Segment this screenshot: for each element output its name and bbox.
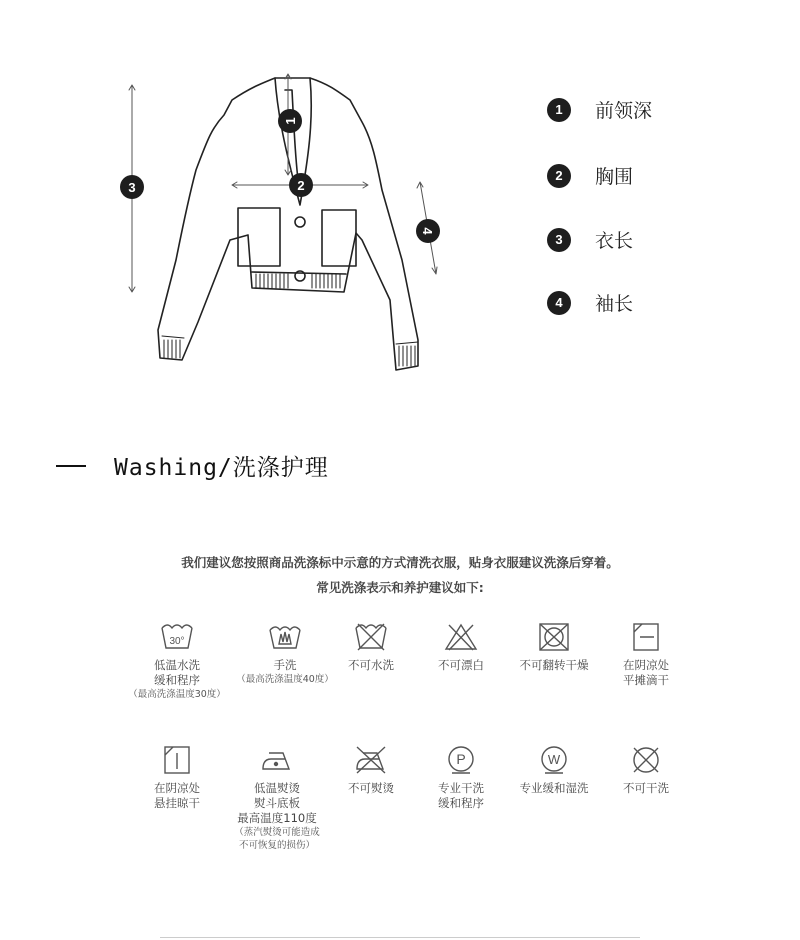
measure-arrows xyxy=(129,74,437,292)
diagram-badge-4: 4 xyxy=(416,219,440,243)
care-no-tumble-dry: 不可翻转干燥 xyxy=(494,622,614,673)
diagram-badge-2: 2 xyxy=(289,173,313,197)
right-cuff xyxy=(396,342,418,366)
no-tumble-dry-icon xyxy=(536,622,572,652)
legend-badge: 2 xyxy=(547,164,571,188)
svg-text:30°: 30° xyxy=(169,636,185,647)
no-water-wash-icon xyxy=(353,622,389,652)
svg-text:W: W xyxy=(547,752,561,767)
legend-label: 胸围 xyxy=(595,166,634,188)
professional-wet-clean-icon xyxy=(536,745,572,775)
legend-label: 前领深 xyxy=(595,100,653,122)
care-dry-flat-shade: 在阴凉处 平摊滴干 xyxy=(586,622,706,688)
bottom-divider xyxy=(160,937,640,938)
intro-line-2: 常见洗涤表示和养护建议如下: xyxy=(316,580,484,595)
left-pocket xyxy=(238,208,280,266)
care-hand-wash: 手洗 （最高洗涤温度40度） xyxy=(225,622,345,686)
svg-text:P: P xyxy=(456,751,466,767)
care-no-dry-clean: 不可干洗 xyxy=(586,745,706,796)
legend-badge: 1 xyxy=(547,98,571,122)
legend-item-bust xyxy=(547,162,633,189)
care-low-iron: 低温熨烫 熨斗底板 最高温度110度 （蒸汽熨烫可能造成 不可恢复的损伤） xyxy=(217,745,337,852)
diagram-badge-3: 3 xyxy=(120,175,144,199)
legend-label: 袖长 xyxy=(595,293,634,315)
legend-item-length xyxy=(547,226,633,253)
hand-wash-icon xyxy=(267,622,303,652)
care-line-dry-shade: 在阴凉处 悬挂晾干 xyxy=(117,745,237,811)
dry-flat-shade-icon xyxy=(628,622,664,652)
button-top xyxy=(295,217,305,227)
legend-label: 衣长 xyxy=(595,230,634,252)
left-cuff xyxy=(162,336,184,358)
no-iron-icon xyxy=(353,745,389,775)
no-dry-clean-icon xyxy=(628,745,664,775)
section-title-text: Washing/洗涤护理 xyxy=(114,455,329,481)
legend-badge: 3 xyxy=(547,228,571,252)
title-dash xyxy=(56,465,86,467)
low-iron-icon xyxy=(259,745,295,775)
line-dry-shade-icon xyxy=(159,745,195,775)
intro-line-1: 我们建议您按照商品洗涤标中示意的方式清洗衣服，贴身衣服建议洗涤后穿着。 xyxy=(181,555,619,570)
diagram-badge-1: 1 xyxy=(278,109,302,133)
legend-badge: 4 xyxy=(547,291,571,315)
care-no-water-wash: 不可水洗 xyxy=(311,622,431,673)
care-no-iron: 不可熨烫 xyxy=(311,745,431,796)
washing-section-title xyxy=(56,449,329,482)
care-professional-dry-clean: P 专业干洗 缓和程序 xyxy=(401,745,521,811)
legend-item-sleeve xyxy=(547,289,633,316)
legend-item-front-neck-depth xyxy=(547,96,652,123)
care-professional-wet-clean: W 专业缓和湿洗 xyxy=(494,745,614,796)
cardigan-measurement-diagram xyxy=(100,60,460,390)
professional-dry-clean-icon xyxy=(443,745,479,775)
wash-30-icon xyxy=(159,622,195,652)
care-no-bleach: 不可漂白 xyxy=(401,622,521,673)
no-bleach-icon xyxy=(443,622,479,652)
care-wash-30: 30° 低温水洗 缓和程序 （最高洗涤温度30度） xyxy=(117,622,237,701)
